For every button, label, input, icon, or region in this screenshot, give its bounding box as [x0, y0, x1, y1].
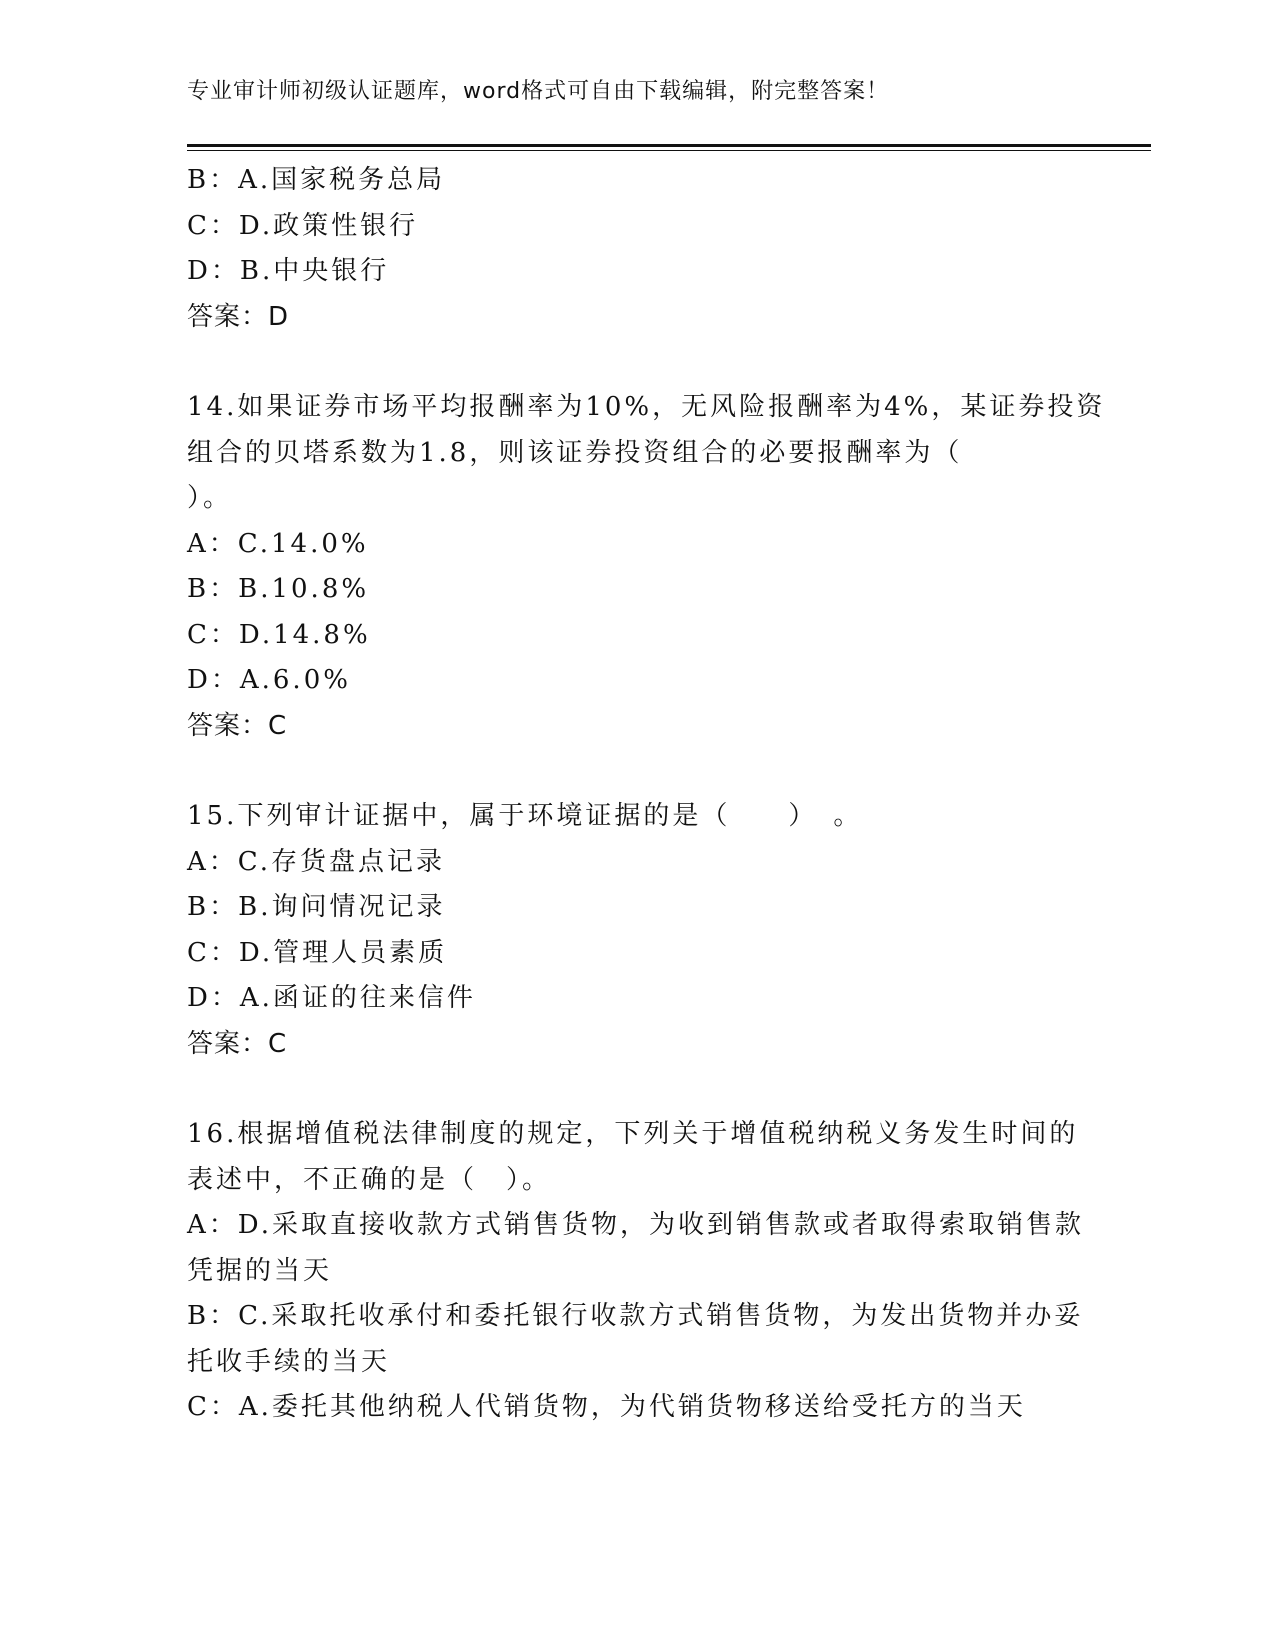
- question-14: [187, 385, 1106, 749]
- option-a: A：C.14.0%: [187, 528, 369, 559]
- header-rule-thick: [187, 144, 1151, 147]
- option-b: B：B.10.8%: [187, 574, 370, 604]
- question-stem-line: ）。: [187, 483, 233, 513]
- option-a-line-1: A：D.采取直接收款方式销售货物，为收到销售款或者取得索取销售款: [187, 1210, 1084, 1240]
- question-stem-line: 16.根据增值税法律制度的规定，下列关于增值税纳税义务发生时间的: [187, 1119, 1079, 1149]
- answer: 答案：D: [187, 301, 290, 332]
- option-c: C：D.管理人员素质: [187, 937, 448, 968]
- option-a-line-2: 凭据的当天: [187, 1255, 333, 1286]
- page-header: 专业审计师初级认证题库，word格式可自由下载编辑，附完整答案！: [187, 79, 890, 104]
- option-d: D：A.6.0%: [187, 665, 351, 695]
- question-stem-line: 组合的贝塔系数为1.8，则该证券投资组合的必要报酬率为（: [187, 437, 963, 468]
- option-b-line-2: 托收手续的当天: [187, 1346, 391, 1377]
- option-c: C：A.委托其他纳税人代销货物，为代销货物移送给受托方的当天: [187, 1392, 1026, 1422]
- option-c: C：D.14.8%: [187, 619, 371, 650]
- option-c: C：D.政策性银行: [187, 210, 419, 241]
- answer: 答案：C: [187, 710, 288, 741]
- question-16: [187, 1112, 1087, 1431]
- answer: 答案：C: [187, 1028, 288, 1059]
- document-body: [187, 158, 1106, 1431]
- option-b: B：B.询问情况记录: [187, 892, 446, 922]
- option-b-line-1: B：C.采取托收承付和委托银行收款方式销售货物，为发出货物并办妥: [187, 1301, 1084, 1331]
- question-15: [187, 794, 1087, 1067]
- question-stem-line: 15.下列审计证据中，属于环境证据的是（ ） 。: [187, 801, 863, 831]
- option-b: B：A.国家税务总局: [187, 165, 446, 195]
- question-stem-line: 表述中，不正确的是（ ）。: [187, 1164, 552, 1195]
- option-d: D：B.中央银行: [187, 256, 390, 286]
- header-rule-thin: [187, 150, 1151, 151]
- option-a: A：C.存货盘点记录: [187, 846, 446, 877]
- question-stem-line: 14.如果证券市场平均报酬率为10%，无风险报酬率为4%，某证券投资: [187, 392, 1106, 422]
- question-13-tail: [187, 158, 1087, 340]
- option-d: D：A.函证的往来信件: [187, 983, 476, 1013]
